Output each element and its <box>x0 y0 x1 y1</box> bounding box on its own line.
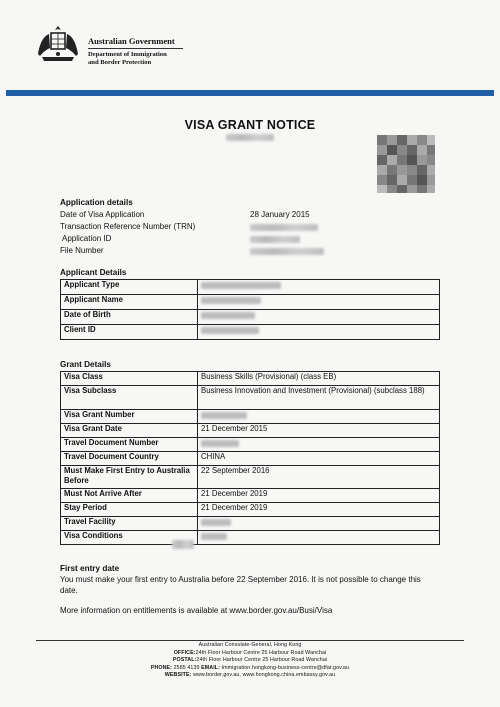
table-row <box>61 503 440 517</box>
table-row <box>61 372 440 386</box>
table-cell-label: Applicant Name <box>61 295 198 310</box>
table-cell-value: 21 December 2019 <box>198 489 440 503</box>
applicant-details-table <box>60 279 440 340</box>
table-cell-value <box>198 517 440 531</box>
table-cell-value: Business Skills (Provisional) (class EB) <box>198 372 440 386</box>
department-line-2: and Border Protection <box>88 59 152 66</box>
footer-email-label: EMAIL: <box>201 664 220 671</box>
redacted-value <box>250 224 318 231</box>
table-cell-value <box>198 310 440 325</box>
app-row-label: Application ID <box>62 234 112 243</box>
department-line-1: Department of Immigration <box>88 51 167 58</box>
footer-consulate: Australian Consulate-General, Hong Kong <box>198 642 302 648</box>
table-row <box>61 438 440 452</box>
table-cell-value <box>198 531 440 545</box>
header-blue-bar <box>6 90 494 96</box>
footer-postal-value: 24th Floor Harbour Centre 25 Harbour Road Wanchai <box>196 657 328 664</box>
footer-website <box>0 672 500 680</box>
government-name: Australian Government <box>88 36 183 49</box>
table-row <box>61 531 440 545</box>
footer-phone-label: PHONE: <box>150 664 173 671</box>
app-row-value: 28 January 2015 <box>250 210 310 219</box>
applicant-details-heading: Applicant Details <box>60 268 127 277</box>
table-row <box>61 280 440 295</box>
table-cell-label: Visa Conditions <box>61 531 198 545</box>
footer-website-label: WEBSITE: <box>164 672 192 679</box>
application-details-heading: Application details <box>60 198 133 207</box>
table-row <box>61 386 440 410</box>
app-row-label: Transaction Reference Number (TRN) <box>60 222 196 231</box>
table-cell-label: Date of Birth <box>61 310 198 325</box>
first-entry-text: You must make your first entry to Australia before 22 September 2016. It is not possible to change this date. <box>60 575 421 595</box>
footer <box>0 642 500 680</box>
footer-office-value: 24th Floor Harbour Centre 25 Harbour Road Wanchai <box>195 649 327 656</box>
table-cell-value <box>198 438 440 452</box>
table-cell-label: Travel Facility <box>61 517 198 531</box>
footer-postal <box>0 657 500 665</box>
footer-phone-value: 2585 4139 <box>173 664 200 671</box>
app-row-label: Date of Visa Application <box>60 210 145 219</box>
footer-office-label: OFFICE: <box>173 649 196 656</box>
table-cell-value <box>198 325 440 340</box>
table-row <box>61 489 440 503</box>
table-cell-value: 21 December 2019 <box>198 503 440 517</box>
footer-website-value: www.border.gov.au, www.hongkong.china.embassy.gov.au <box>193 672 336 679</box>
table-cell-value: 21 December 2015 <box>198 424 440 438</box>
table-cell-value: CHINA <box>198 452 440 466</box>
government-heading <box>88 36 183 67</box>
table-cell-value <box>198 410 440 424</box>
table-cell-label: Visa Subclass <box>61 386 198 410</box>
table-cell-label: Must Not Arrive After <box>61 489 198 503</box>
department-name <box>88 51 183 67</box>
footer-postal-label: POSTAL: <box>172 657 197 664</box>
redacted-barcode <box>377 135 435 193</box>
first-entry-heading: First entry date <box>60 564 120 573</box>
redacted-value <box>250 248 324 255</box>
table-cell-value: Business Innovation and Investment (Provisional) (subclass 188) <box>198 386 440 410</box>
table-cell-label: Applicant Type <box>61 280 198 295</box>
table-row <box>61 295 440 310</box>
footer-divider <box>36 640 464 641</box>
more-info-text: More information on entitlements is available at www.border.gov.au/Busi/Visa <box>60 606 333 615</box>
table-cell-label: Client ID <box>61 325 198 340</box>
table-cell-label: Travel Document Country <box>61 452 198 466</box>
document-title: VISA GRANT NOTICE <box>184 118 316 132</box>
redacted-reference <box>226 134 274 141</box>
table-row <box>61 424 440 438</box>
grant-details-table <box>60 371 440 545</box>
redacted-mark <box>172 540 194 549</box>
table-cell-label: Must Make First Entry to Australia Before <box>61 466 198 489</box>
table-row <box>61 410 440 424</box>
coat-of-arms-icon <box>34 24 82 64</box>
table-cell-label: Visa Grant Date <box>61 424 198 438</box>
table-row <box>61 466 440 489</box>
table-cell-label: Travel Document Number <box>61 438 198 452</box>
table-cell-value <box>198 280 440 295</box>
table-row <box>61 325 440 340</box>
table-row <box>61 310 440 325</box>
footer-contact <box>0 665 500 673</box>
grant-details-heading: Grant Details <box>60 360 111 369</box>
footer-office <box>0 650 500 658</box>
table-cell-label: Stay Period <box>61 503 198 517</box>
table-cell-value: 22 September 2016 <box>198 466 440 489</box>
table-cell-value <box>198 295 440 310</box>
table-cell-label: Visa Class <box>61 372 198 386</box>
table-row <box>61 517 440 531</box>
app-row-label: File Number <box>60 246 104 255</box>
table-cell-label: Visa Grant Number <box>61 410 198 424</box>
footer-email-value: Immigration.hongkong-business-centre@dfat.gov.au <box>221 664 350 671</box>
table-row <box>61 452 440 466</box>
redacted-value <box>250 236 300 243</box>
